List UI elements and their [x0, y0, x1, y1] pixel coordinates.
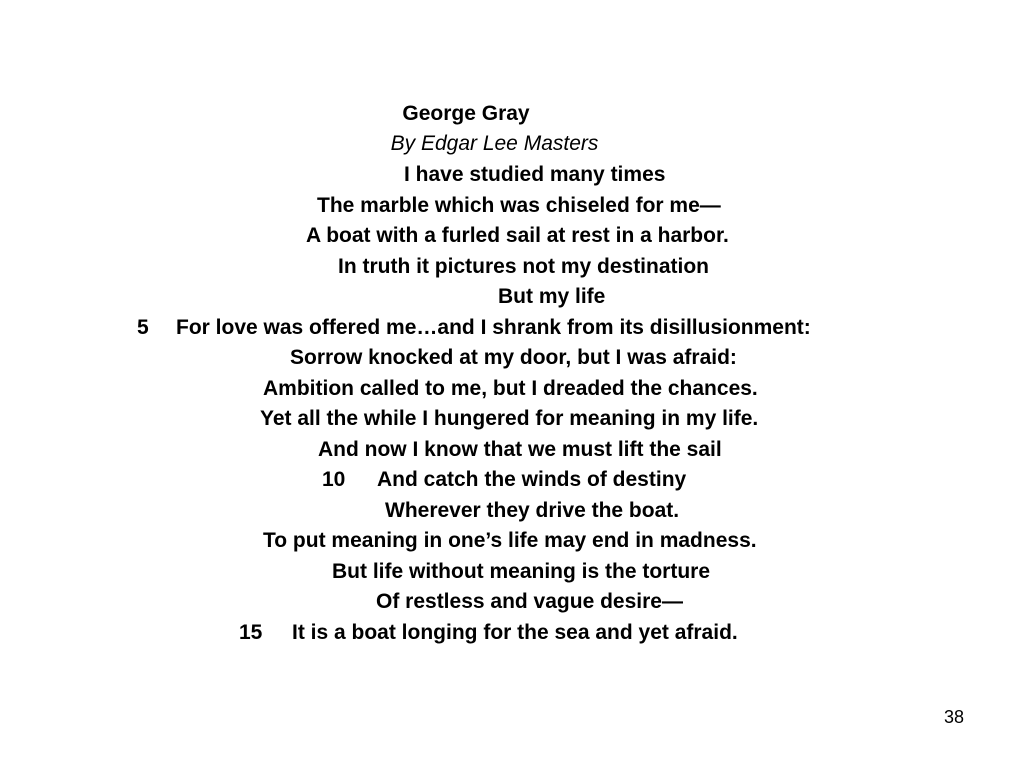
- poem-line-text: Sorrow knocked at my door, but I was afraid:: [290, 346, 737, 369]
- poem-line-text: And catch the winds of destiny: [377, 468, 687, 491]
- line-number: 5: [137, 315, 149, 339]
- poem-author: By Edgar Lee Masters: [390, 132, 599, 155]
- poem-line-text: Yet all the while I hungered for meaning in my life.: [260, 407, 759, 430]
- poem-line: [0, 282, 1024, 313]
- poem-line: [0, 435, 1024, 466]
- poem-line-text: Wherever they drive the boat.: [385, 498, 680, 522]
- page-number: 38: [943, 707, 964, 727]
- poem-line: [0, 496, 1024, 527]
- poem-line: [0, 526, 1024, 557]
- poem-line-text: It is a boat longing for the sea and yet afraid.: [292, 620, 738, 644]
- poem-line: [0, 465, 1024, 496]
- poem-line-text: Of restless and vague desire—: [376, 590, 683, 613]
- poem-line-text: For love was offered me…and I shrank from its disillusionment:: [176, 315, 811, 339]
- poem-line: [0, 618, 1024, 649]
- poem-line-text: But my life: [498, 285, 606, 308]
- line-number: 15: [239, 620, 263, 644]
- poem-line-text: To put meaning in one’s life may end in madness.: [263, 529, 757, 552]
- poem-line-text: Ambition called to me, but I dreaded the chances.: [263, 376, 758, 400]
- poem-body: [0, 160, 1024, 648]
- poem-line: [0, 191, 1024, 222]
- poem-line-text: I have studied many times: [404, 163, 666, 186]
- poem-line: [0, 160, 1024, 191]
- poem-line: [0, 221, 1024, 252]
- poem-line: [0, 374, 1024, 405]
- poem-line: [0, 313, 1024, 344]
- line-number: 10: [322, 468, 346, 491]
- poem-line-text: But life without meaning is the torture: [332, 559, 710, 583]
- poem-line: [0, 557, 1024, 588]
- poem-line: [0, 252, 1024, 283]
- poem-line: [0, 404, 1024, 435]
- poem-line-text: In truth it pictures not my destination: [338, 254, 710, 278]
- poem-line: [0, 343, 1024, 374]
- poem-title: George Gray: [402, 102, 530, 125]
- poem-line-text: A boat with a furled sail at rest in a harbor.: [306, 224, 729, 247]
- poem-line-text: The marble which was chiseled for me—: [317, 193, 721, 217]
- poem-line: [0, 587, 1024, 618]
- poem-line-text: And now I know that we must lift the sail: [318, 437, 722, 461]
